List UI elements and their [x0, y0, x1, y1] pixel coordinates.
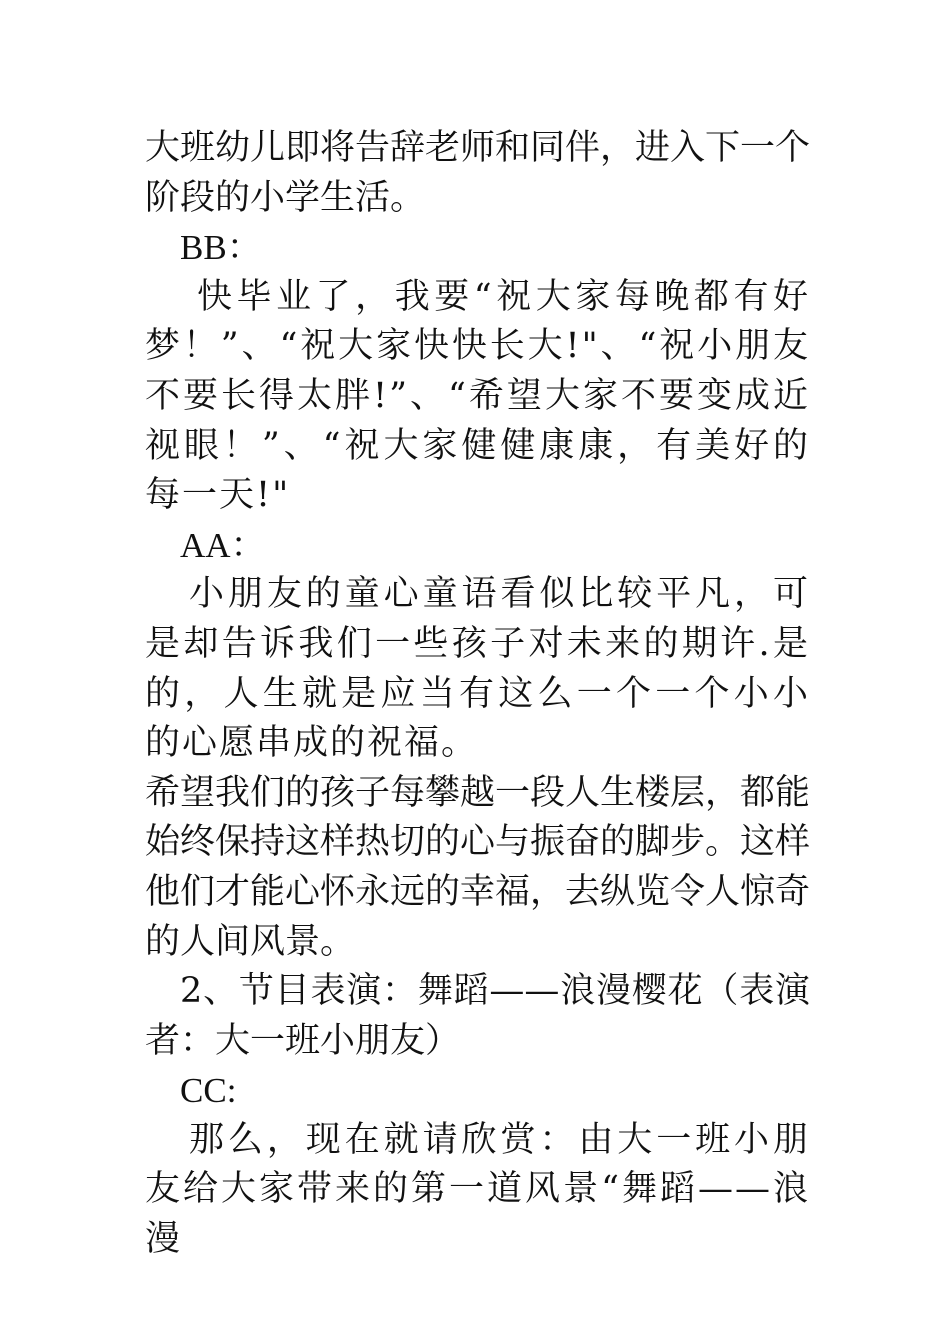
paragraph-intro: 大班幼儿即将告辞老师和同伴，进入下一个阶段的小学生活。: [145, 128, 811, 218]
paragraph-aa-speech: 小朋友的童心童语看似比较平凡，可是却告诉我们一些孩子对未来的期许.是的，人生就是应当有这么一个一个小小的心愿串成的祝福。: [145, 574, 810, 764]
paragraph-cc-speech: 那么，现在就请欣赏：由大一班小朋友给大家带来的第一道风景“舞蹈——浪漫: [145, 1119, 810, 1260]
paragraph-bb-speech: 快毕业了，我要“祝大家每晚都有好梦！”、“祝大家快快长大!"、“祝小朋友不要长得太胖!”、“希望大家不要变成近视眼！”、“祝大家健健康康，有美好的每一天!": [145, 276, 810, 516]
document-page: [145, 124, 810, 1265]
speaker-label-aa: AA：: [180, 525, 266, 565]
speaker-label-cc: CC:: [180, 1071, 237, 1111]
speaker-label-bb: BB：: [180, 228, 262, 268]
paragraph-hope: 希望我们的孩子每攀越一段人生楼层，都能始终保持这样热切的心与振奋的脚步。这样他们才能心怀永远的幸福，去纵览令人惊奇的人间风景。: [145, 772, 811, 962]
program-item-heading: 2、节目表演：舞蹈——浪漫樱花（表演者：大一班小朋友）: [145, 971, 810, 1061]
